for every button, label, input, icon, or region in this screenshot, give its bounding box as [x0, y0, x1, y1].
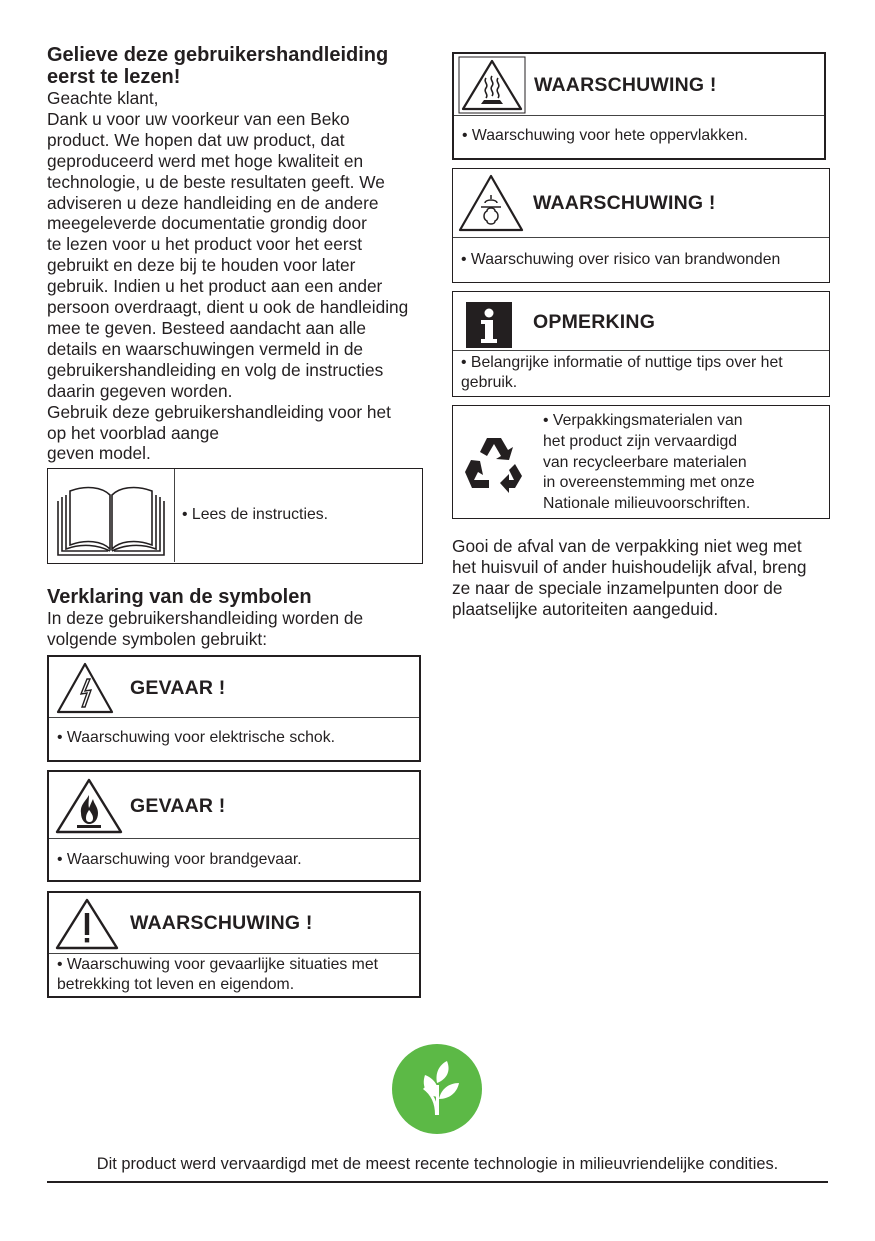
danger-fire-text: • Waarschuwing voor brandgevaar.: [57, 851, 302, 868]
read-instructions-text: • Lees de instructies.: [182, 506, 329, 523]
exclamation-icon: [54, 897, 120, 956]
warning-burn-title: WAARSCHUWING !: [533, 192, 716, 214]
footer-divider: [47, 1181, 828, 1183]
intro-heading: Gelieve deze gebruikershandleiding eerst te lezen!: [47, 44, 389, 88]
burn-hazard-icon: [457, 173, 525, 238]
danger-fire-box: [47, 770, 421, 882]
electric-shock-icon: [55, 661, 115, 720]
recycle-box: [452, 405, 830, 519]
hot-surface-icon: [458, 56, 526, 119]
footer-text: Dit product werd vervaardigd met de meest recente technologie in milieuvriendelijke condities.: [96, 1155, 779, 1173]
warning-hot-surface-text: • Waarschuwing voor hete oppervlakken.: [462, 127, 748, 144]
disposal-text: Gooi de afval van de verpakking niet weg met het huisvuil of ander huishoudelijk afval, breng ze naar de speciale inzamelpunten door de plaatselijke autoriteiten aangeduid.: [452, 536, 807, 619]
note-text: • Belangrijke informatie of nuttige tips over het gebruik.: [461, 354, 783, 391]
intro-body: Geachte klant, Dank u voor uw voorkeur van een Beko product. We hopen dat uw product, dat geproduceerd werd met hoge kwaliteit en technologie, u de beste resultaten geeft. We adviseren u deze handleiding en de andere meegeleverde documentatie grondig door te lezen voor u het product voor het eerst gebruikt en deze bij te houden voor later gebruik. Indien u het product aan een ander persoon overdraagt, dient u ook de handleiding mee te geven. Besteed aandacht aan alle details en waarschuwingen vermeld in de gebruikershandleiding en volg de instructies daarin gegeven worden. Gebruik deze gebruikershandleiding voor het op het voorblad aange geven model.: [47, 88, 409, 464]
open-book-icon: [48, 469, 175, 562]
fire-icon: [54, 777, 124, 840]
warning-general-text: • Waarschuwing voor gevaarlijke situaties met betrekking tot leven en eigendom.: [57, 956, 379, 993]
warning-general-title: WAARSCHUWING !: [130, 912, 313, 934]
warning-general-box: [47, 891, 421, 998]
recycle-text: • Verpakkingsmaterialen van het product zijn vervaardigd van recycleerbare materialen in overeenstemming met onze Nationale milieuvoorschriften.: [543, 412, 755, 513]
warning-hot-surface-box: [452, 52, 826, 160]
note-title: OPMERKING: [533, 311, 656, 333]
eco-leaf-icon: [391, 1043, 483, 1135]
read-instructions-box: [47, 468, 423, 564]
info-icon: [466, 302, 512, 353]
intro-section: [47, 44, 423, 464]
warning-hot-surface-title: WAARSCHUWING !: [534, 74, 717, 96]
symbols-section: [47, 586, 423, 650]
danger-electric-box: [47, 655, 421, 762]
danger-electric-title: GEVAAR !: [130, 677, 226, 699]
danger-fire-title: GEVAAR !: [130, 795, 226, 817]
note-box: [452, 291, 830, 397]
warning-burn-box: [452, 168, 830, 283]
danger-electric-text: • Waarschuwing voor elektrische schok.: [57, 729, 335, 746]
warning-burn-text: • Waarschuwing over risico van brandwonden: [461, 251, 781, 268]
symbols-heading: Verklaring van de symbolen: [47, 586, 312, 608]
recycle-icon: [463, 434, 525, 501]
symbols-intro: In deze gebruikershandleiding worden de volgende symbolen gebruikt:: [47, 608, 364, 649]
